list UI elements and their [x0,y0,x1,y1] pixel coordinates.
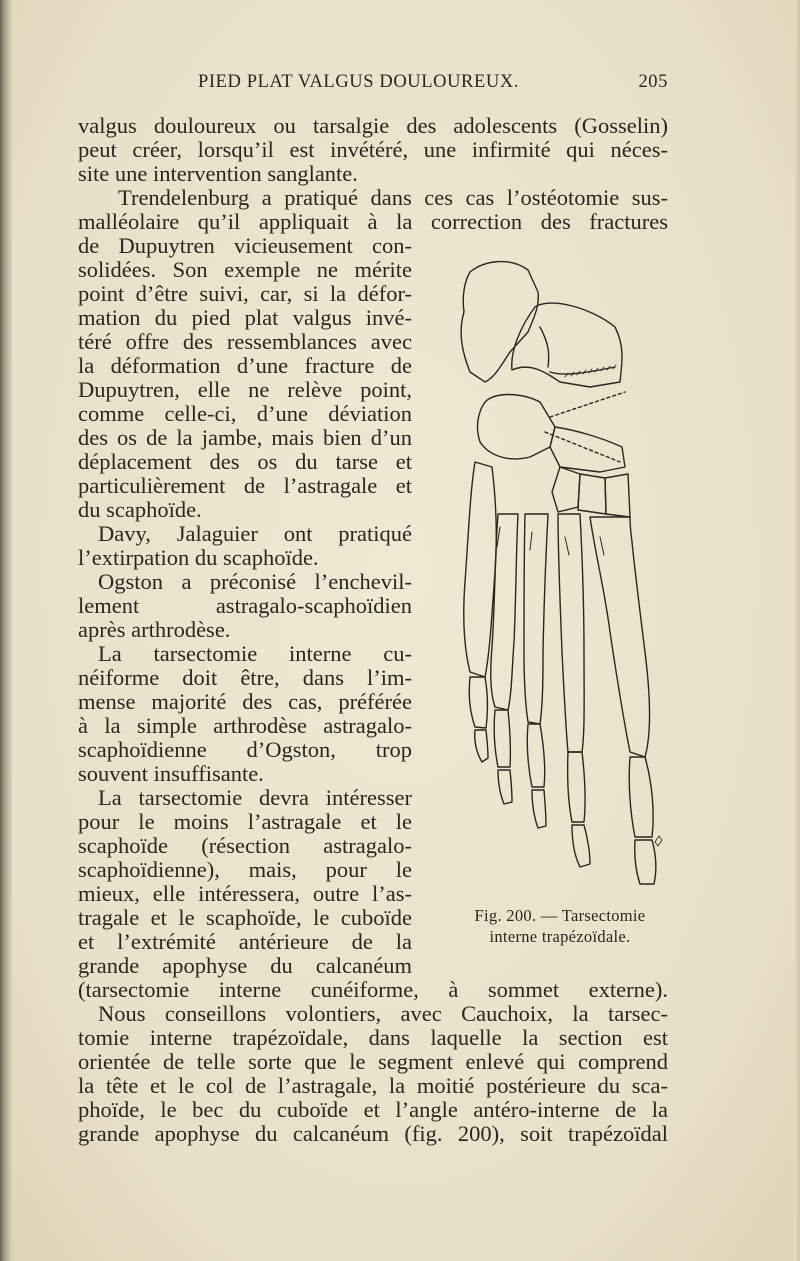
text-line: site une intervention sanglante. [78,161,358,186]
metatarsal-3 [524,514,548,724]
text-line: solidées. Son exemple ne mérite [78,257,412,282]
text-line: particulièrement de l’astragale et [78,473,412,498]
figure-caption: Fig. 200. — Tarsectomie [474,906,646,925]
calcaneus-outline [461,262,538,382]
text-line: mation du pied plat valgus invé- [78,305,412,330]
text-line: peut créer, lorsqu’il est invétéré, une infirmité qui néces- [78,137,668,162]
text-line: Dupuytren, elle ne relève point, [78,377,412,402]
text-line: valgus douloureux ou tarsalgie des adolescents (Gosselin) [78,113,668,138]
text-line: tomie interne trapézoïdale, dans laquelle la section est [78,1025,668,1050]
page-number: 205 [638,72,668,92]
text-line: comme celle-ci, d’une déviation [78,401,412,426]
text-line: point d’être suivi, car, si la défor- [78,281,412,306]
text-line: souvent insuffisante. [78,761,264,786]
text-line: Nous conseillons volontiers, avec Cauchoix, la tarsec- [98,1001,668,1026]
text-line: mense majorité des cas, préférée [78,689,412,714]
text-line: Davy, Jalaguier ont pratiqué [98,521,412,546]
text-line: néiforme doit être, dans l’im- [78,665,412,690]
text-line: La tarsectomie interne cu- [98,641,412,666]
metatarsal-1 [590,517,650,757]
text-line: lement astragalo-scaphoïdien [78,593,412,618]
text-line: orientée de telle sorte que le segment enlevé qui comprend [78,1049,668,1074]
text-line: (tarsectomie interne cunéiforme, à sommet externe). [78,977,668,1002]
text-line: Ogston a préconisé l’enchevil- [98,569,412,594]
text-line: des os de la jambe, mais bien d’un [78,425,412,450]
book-binding-edge [0,0,12,1261]
text-line: après arthrodèse. [78,617,231,642]
text-line: la déformation d’une fracture de [78,353,412,378]
text-line: scaphoïde (résection astragalo- [78,833,412,858]
metatarsal-2 [558,514,584,752]
cuboid-outline [478,395,555,459]
text-line: à la simple arthrodèse astragalo- [78,713,412,738]
text-line: grande apophyse du calcanéum (fig. 200), soit trapézoïdal [78,1121,668,1146]
text-line: et l’extrémité antérieure de la [78,929,412,954]
metatarsal-4 [491,514,518,710]
metatarsal-5 [464,462,496,677]
foot-skeleton-figure [440,252,680,902]
text-line: de Dupuytren vicieusement con- [78,233,412,258]
text-line: phoïde, le bec du cuboïde et l’angle antéro-interne de la [78,1097,668,1122]
text-line: déplacement des os du tarse et [78,449,412,474]
text-line: scaphoïdienne), mais, pour le [78,857,412,882]
text-line: l’extirpation du scaphoïde. [78,545,319,570]
navicular-outline [550,427,625,472]
text-line: téré offre des ressemblances avec [78,329,412,354]
figure-caption-subtitle: interne trapézoïdale. [489,927,631,946]
text-line: scaphoïdienne d’Ogston, trop [78,737,412,762]
text-line: La tarsectomie devra intéresser [98,785,412,810]
text-line: pour le moins l’astragale et le [78,809,412,834]
text-line: la tête et le col de l’astragale, la moitié postérieure du sca- [78,1073,668,1098]
running-title: PIED PLAT VALGUS DOULOUREUX. [198,72,520,92]
page-edge [794,0,800,1261]
text-line: mieux, elle intéressera, outre l’as- [78,881,412,906]
text-line: tragale et le scaphoïde, le cuboïde [78,905,412,930]
text-line: grande apophyse du calcanéum [78,953,412,978]
text-line: du scaphoïde. [78,497,202,522]
text-line: Trendelenburg a pratiqué dans ces cas l’ostéotomie sus- [118,185,668,210]
text-line: malléolaire qu’il appliquait à la correction des fractures [78,209,668,234]
